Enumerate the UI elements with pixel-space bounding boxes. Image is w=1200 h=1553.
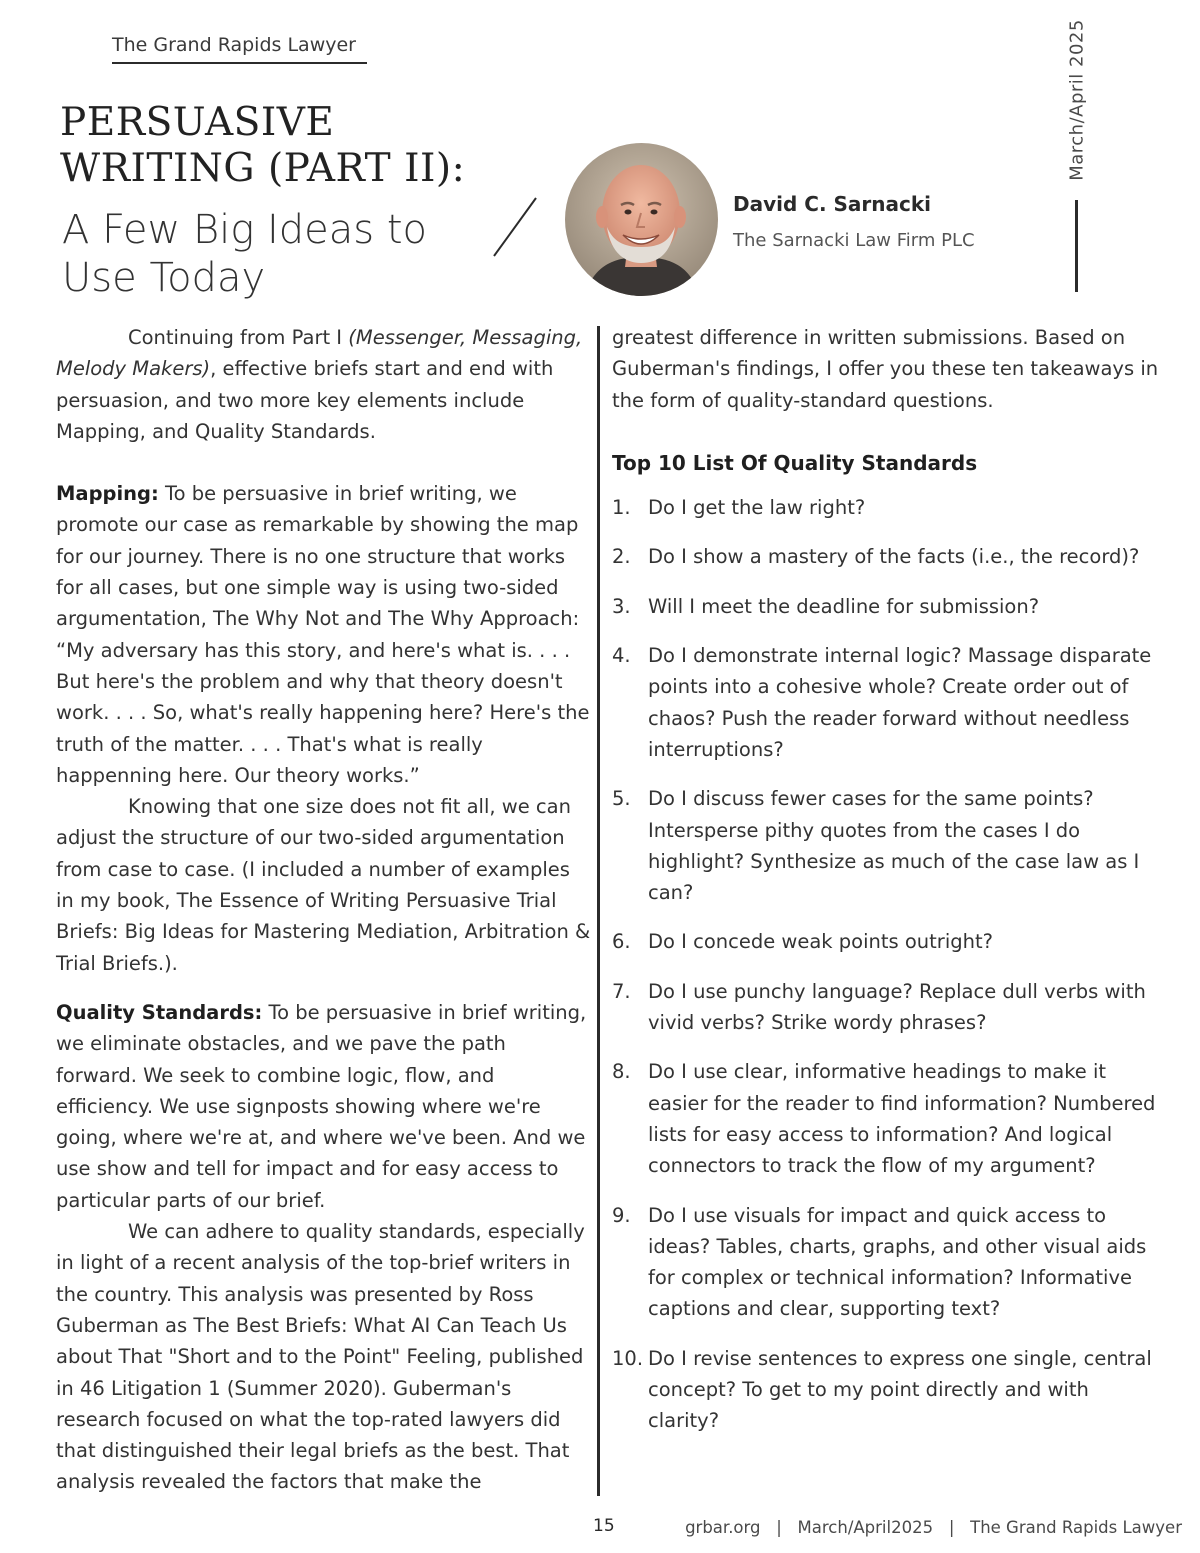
quality-standards-heading: Quality Standards: [56,1000,263,1024]
list-item-text: Do I concede weak points outright? [648,930,993,954]
intro-paragraph [56,322,592,447]
structure-paragraph: Knowing that one size does not fit all, we can adjust the structure of our two-sided argumentation from case to case. (I included a number of examples in my book, The Essence of Writing Persuasive Trial Briefs: Big Ideas for Mastering Mediation, Arbitration & Trial Briefs.). [56,795,591,975]
article-title: PERSUASIVE WRITING (PART II): [60,100,466,191]
list-item-number: 7. [612,979,631,1003]
list-item [612,1056,1162,1181]
article-subtitle: A Few Big Ideas to Use Today [62,207,427,301]
list-item-text: Do I revise sentences to express one single, central concept? To get to my point directly and with clarity? [648,1346,1152,1433]
list-item-number: 3. [612,594,631,618]
list-item [612,640,1162,765]
list-item-text: Do I use visuals for impact and quick access to ideas? Tables, charts, graphs, and other visual aids for complex or technical information? Informative captions and clear, supporting text? [648,1203,1147,1321]
part-one-reference: (Messenger, Messaging, Melody Makers) [56,326,583,381]
mapping-heading: Mapping: [56,482,159,506]
list-item-text: Do I get the law right? [648,496,866,520]
article-column-right [612,322,1162,1455]
mapping-paragraph [56,478,592,791]
list-item [612,541,1162,572]
list-item-text: Do I use clear, informative headings to make it easier for the reader to find information? Numbered lists for easy access to information? And logical connectors to track the flow of my argument? [648,1060,1156,1178]
list-item [612,591,1162,622]
author-firm: The Sarnacki Law Firm PLC [733,230,975,251]
vertical-rule [1075,200,1078,292]
list-item [612,976,1162,1039]
list-item [612,1200,1162,1325]
quality-standards-list [612,492,1162,1436]
column-divider [597,326,600,1496]
list-item-text: Do I discuss fewer cases for the same points? Intersperse pithy quotes from the cases I do highlight? Synthesize as much of the case law as I can? [648,787,1140,905]
page-footer: grbar.org | March/April2025 | The Grand Rapids Lawyer [685,1518,1182,1537]
list-item [612,492,1162,523]
list-item-text: Do I use punchy language? Replace dull verbs with vivid verbs? Strike wordy phrases? [648,979,1146,1035]
issue-date-text: March/April 2025 [1066,19,1088,181]
list-item [612,783,1162,908]
list-item [612,1343,1162,1437]
list-item-text: Do I demonstrate internal logic? Massage disparate points into a cohesive whole? Create order out of chaos? Push the reader forward without needless interruptions? [648,644,1152,761]
intro-text: Continuing from Part I [128,326,349,349]
page-number: 15 [593,1516,615,1536]
analysis-paragraph: We can adhere to quality standards, especially in light of a recent analysis of the top-brief writers in the country. This analysis was presented by Ross Guberman as The Best Briefs: What AI Can Teach Us about That "Short and to the Point" Feeling, published in 46 Litigation 1 (Summer 2020). Guberman's research focused on what the top-rated lawyers did that distinguished their legal briefs as the best. That analysis revealed the factors that make the [56,1220,585,1494]
publication-masthead: The Grand Rapids Lawyer [112,34,367,64]
list-item-number: 4. [612,644,631,668]
list-item-number: 8. [612,1060,631,1084]
quality-standards-paragraph [56,997,592,1216]
list-item-text: Do I show a mastery of the facts (i.e., the record)? [648,545,1140,569]
quality-standards-text: To be persuasive in brief writing, we eliminate obstacles, and we pave the path forward. We seek to combine logic, flow, and efficiency. We use signposts showing where we're going, where we're at, and where we've been. And we use show and tell for impact and for easy access to particular parts of our brief. [56,1000,587,1212]
article-column-left [56,322,592,1498]
mapping-text: To be persuasive in brief writing, we promote our case as remarkable by showing the map for our journey. There is no one structure that works for all cases, but one simple way is using two-sided argumentation, The Why Not and The Why Approach: “My adversary has this story, and here's what is. . . . But here's the problem and why that theory doesn't work. . . . So, what's really happening here? Here's the truth of the matter. . . . That's what is really happenning here. Our theory works.” [56,482,590,787]
top-ten-heading: Top 10 List Of Quality Standards [612,450,978,475]
list-item-number: 10. [612,1346,644,1370]
list-item [612,926,1162,957]
list-item-number: 5. [612,787,631,811]
slash-divider [490,196,540,258]
intro-text-rest: , effective briefs start and end with persuasion, and two more key elements include Mapping, and Quality Standards. [56,357,554,443]
author-photo [565,143,718,296]
author-name: David C. Sarnacki [733,192,932,216]
list-item-number: 9. [612,1203,631,1227]
list-item-text: Will I meet the deadline for submission? [648,594,1040,618]
list-item-number: 6. [612,930,631,954]
author-portrait-image [565,143,718,296]
list-item-number: 1. [612,496,631,520]
issue-date-vertical [1064,20,1090,180]
analysis-paragraph-continued: greatest difference in written submissions. Based on Guberman's findings, I offer you these ten takeaways in the form of quality-standard questions. [612,326,1159,412]
list-item-number: 2. [612,545,631,569]
